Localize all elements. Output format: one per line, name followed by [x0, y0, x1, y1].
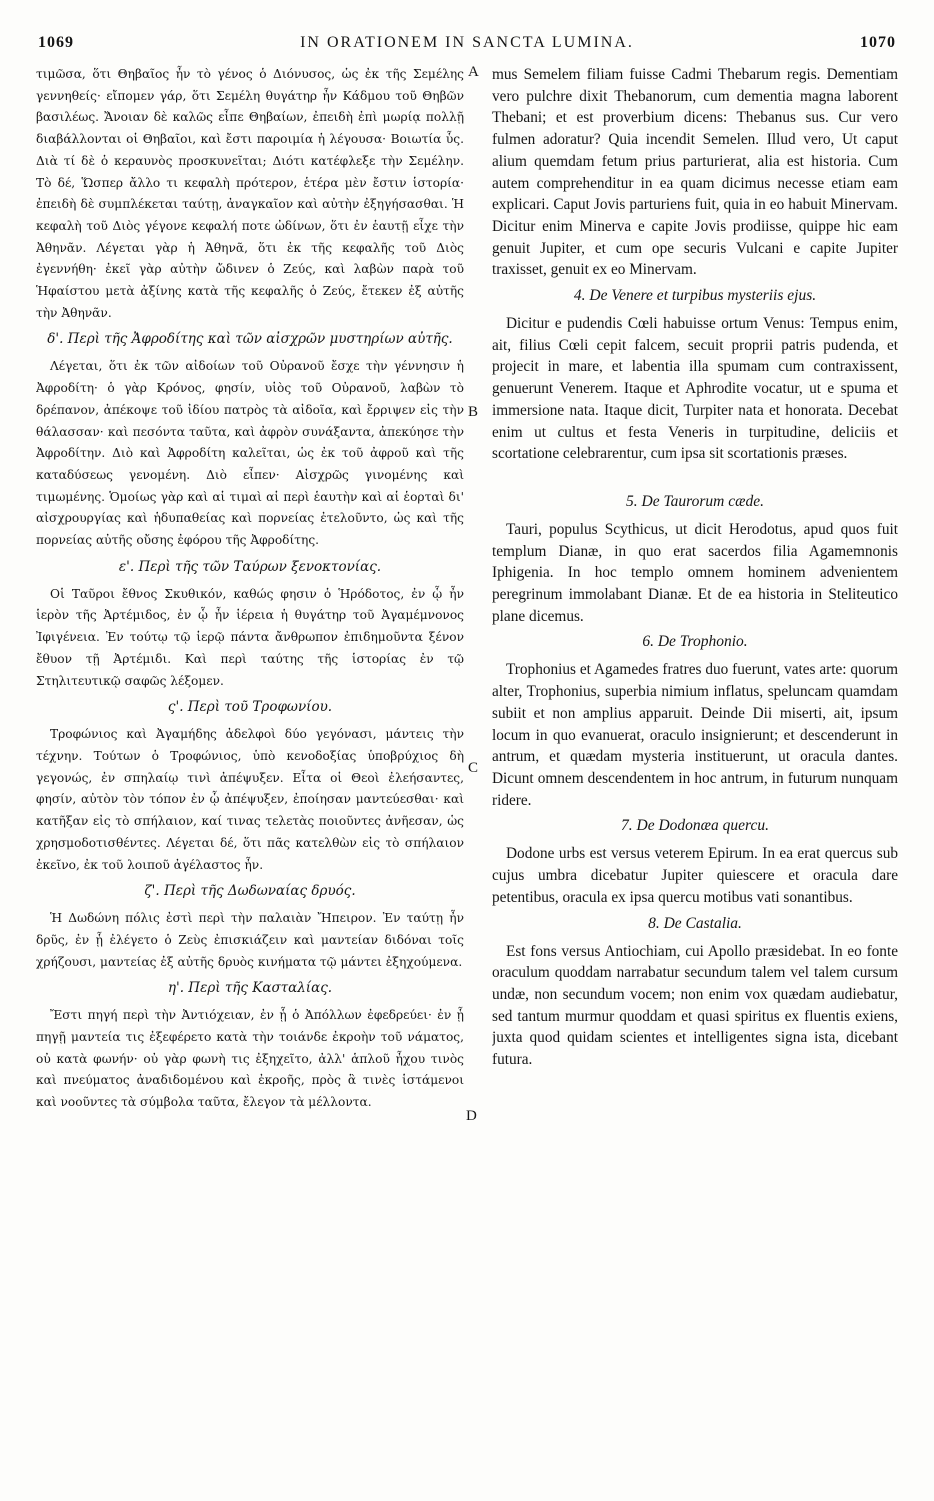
latin-section-5-text: Tauri, populus Scythicus, ut dicit Herodotus, apud quos fuit templum Dianæ, in quo erat sacerdos filia Agamemnonis Iphigenia. In hoc templo omnem hominem advenientem peregrinum immolabant Dianæ. Et de ea historia in Steliteutico plane dicemus.: [492, 520, 898, 625]
latin-section-7-text: Dodone urbs est versus veterem Epirum. In ea erat quercus sub cujus umbra dicebatur Jupiter quiescere et oracula dare petentibus, oracula ex ipsa quercu motibus vati sonantibus.: [492, 845, 898, 906]
page-number-right: 1070: [860, 34, 896, 51]
latin-column: [492, 64, 898, 1494]
greek-section-6-title: ς'. Περὶ τοῦ Τροφωνίου.: [167, 699, 333, 716]
margin-marker-d: D: [466, 1108, 477, 1124]
margin-marker-b: B: [468, 404, 479, 420]
greek-section-6-text: Τροφώνιος καὶ Ἀγαμήδης ἀδελφοὶ δύο γεγόνασι, μάντεις τὴν τέχνην. Τούτων ὁ Τροφώνιος, ὑπὸ κενοδοξίας ὑποβρύχιος δὴ γεγονώς, ἐν σπηλαίῳ τινὶ ἀπέψυξεν. Εἶτα οἱ Θεοὶ ἐλεήσαντες, φησίν, αὐτὸν τὸν τόπον ἐν ᾧ ἀπέψυξεν, ἐποίησαν μαντεύεσθαι· καὶ κατῆξαν εἰς τὸ σπήλαιον, καί τινας τελετὰς ποιοῦντες ἀνῆεσαν, ὡς χρησμοδοτισθέντες. Λέγεται δέ, ὅτι πᾶς κατελθὼν εἰς τὸ σπήλαιον ἐκεῖνο, ἐκ τοῦ λοιποῦ ἀγέλαστος ἦν.: [36, 727, 464, 872]
page-number-left: 1069: [38, 34, 74, 51]
latin-section-5-title: 5. De Taurorum cæde.: [626, 492, 764, 510]
greek-section-7-title: ζ'. Περὶ τῆς Δωδωναίας δρυός.: [144, 883, 356, 900]
greek-intro-paragraph: τιμῶσα, ὅτι Θηβαῖος ἦν τὸ γένος ὁ Διόνυσος, ὡς ἐκ τῆς Σεμέλης γεννηθείς· εἴπομεν γάρ, ὅτι Σεμέλη θυγάτηρ ἦν Κάδμου τοῦ Θηβῶν βασιλέως. Ἄνοιαν δὲ καλῶς εἶπε Θηβαίων, ἐπειδὴ ἐπὶ μωρίᾳ πολλῇ διαβάλλονται οἱ Θηβαῖοι, καὶ ἔστι παροιμία ἡ λέγουσα· Βοιωτία ὗς. Διὰ τί δὲ ὁ κεραυνὸς προσκυνεῖται; Διότι κατέφλεξε τὴν Σεμέλην. Τὸ δέ, Ὥσπερ ἄλλο τι κεφαλὴ πρότερον, ἑτέρα μὲν ἔστιν ἱστορία· ἐπειδὴ δὲ συμπλέκεται ταύτῃ, ἀναγκαῖον καὶ αὐτὴν ἐξηγήσασθαι. Ἡ κεφαλὴ τοῦ Διὸς γέγονε κεφαλή ποτε ὠδίνων, ὅτι ἐν ἑαυτῇ εἶχε τὴν Ἀθηνᾶν. Λέγεται γὰρ ἡ Ἀθηνᾶ, ὅτι ἐκ τῆς κεφαλῆς τοῦ Διὸς ἐγεννήθη· ἐκεῖ γὰρ αὐτὴν ὤδινεν ὁ Ζεύς, καὶ λαβὼν παρὰ τοῦ Ἡφαίστου μετὰ ἀξίνης κατὰ τῆς κεφαλῆς ὁ Ζεύς, ἔτεκεν ἐξ αὐτῆς τὴν Ἀθηνᾶν.: [36, 67, 464, 320]
greek-section-4-title: δ'. Περὶ τῆς Ἀφροδίτης καὶ τῶν αἰσχρῶν μυστηρίων αὐτῆς.: [47, 331, 453, 348]
running-title: IN ORATIONEM IN SANCTA LUMINA.: [300, 34, 634, 51]
latin-section-6-text: Trophonius et Agamedes fratres duo fuerunt, vates arte: quorum alter, Trophonius, superbia nimium inflatus, speluncam quamdam subiit et non amplius apparuit. Deinde Dii miserti, ait, ipsum locum in quo evanuerat, oraculo insignierunt; et descenderunt in antrum, et quædam mysteria instituerunt, ut oracula dantes. Dicunt omnem descendentem in hoc antrum, in futurum nunquam ridere.: [492, 661, 898, 809]
latin-section-4-text: Dicitur e pudendis Cœli habuisse ortum Venus: Tempus enim, ait, filius Cœli cepit falcem, secuit proprii patris pudenda, et projecit in mare, et labentia illa spumam cum contraxissent, genuerunt Venerem. Itaque et Aphrodite vocatur, ut e spuma et immersione nata. Itaque dicit, Turpiter nata et honorata. Decebat enim ut cultus et festa Veneris in turpitudine, deliciis et scortatione celebrarentur, cum ipsa sit scortationis præses.: [492, 315, 898, 463]
latin-section-7-title: 7. De Dodonæa quercu.: [621, 817, 769, 835]
page-header: [38, 34, 896, 60]
greek-section-4-text: Λέγεται, ὅτι ἐκ τῶν αἰδοίων τοῦ Οὐρανοῦ ἔσχε τὴν γέννησιν ἡ Ἀφροδίτη· ὁ γὰρ Κρόνος, φησίν, υἱὸς τοῦ Οὐρανοῦ, λαβὼν τὸ δρέπανον, ἀπέκοψε τοῦ ἰδίου πατρὸς τὰ αἰδοῖα, καὶ ἔρριψεν εἰς τὴν θάλασσαν· καὶ πεσόντα ταῦτα, καὶ ἀφρὸν συνάξαντα, ἀπεκύησε τὴν Ἀφροδίτην. Διὸ καὶ Ἀφροδίτη καλεῖται, ὡς ἐκ τοῦ ἀφροῦ καὶ τῆς καταδύσεως γενομένη. Διὸ εἶπεν· Αἰσχρῶς γινομένης καὶ τιμωμένης. Ὁμοίως γὰρ καὶ αἱ τιμαὶ αἱ περὶ ἑαυτὴν καὶ αἱ ἑορταὶ δι' αἰσχρουργίας καὶ ἡδυπαθείας καὶ πορνείας ἐτελοῦντο, ὡς καὶ τῆς πορνείας αὐτῆς οὔσης ἐφόρου τῆς Ἀφροδίτης.: [36, 359, 464, 548]
latin-section-4-title: 4. De Venere et turpibus mysteriis ejus.: [573, 287, 817, 305]
greek-section-5-title: ε'. Περὶ τῆς τῶν Ταύρων ξενοκτονίας.: [118, 558, 382, 575]
greek-column: [36, 64, 464, 1494]
latin-section-8-title: 8. De Castalia.: [648, 914, 742, 932]
latin-intro-paragraph: mus Semelem filiam fuisse Cadmi Thebarum regis. Dementiam vero pulchre dixit Thebanorum, cum dementia magna laborent Thebani; et est proverbium dicens: Thebanus sus. Cur vero fulmen adoratur? Quia incendit Semelen. Illud vero, Ut caput alium quemdam fetum prius parturierat, alia est historia. Cum autem comprehenditur in ea quam dicimus necesse etiam eam explicari. Caput Jovis parturiens fuit, quia in eo habuit Minervam. Dicitur enim Minerva e capite Jovis prodiisse, quippe hic eam genuit Jupiter, et cum ope securis Vulcani e capite Jupiter traxisset, genuit ex eo Minervam.: [492, 66, 898, 279]
margin-marker-a: A: [468, 64, 479, 80]
margin-marker-c: C: [468, 760, 479, 776]
greek-section-5-text: Οἱ Ταῦροι ἔθνος Σκυθικόν, καθώς φησιν ὁ Ἡρόδοτος, ἐν ᾧ ἦν ἱερὸν τῆς Ἀρτέμιδος, ἐν ᾧ ἦν ἱέρεια ἡ θυγάτηρ τοῦ Ἀγαμέμνονος Ἰφιγένεια. Ἐν τούτῳ τῷ ἱερῷ πάντα ἄνθρωπον ἐπιδημοῦντα ξένον ἔθυον τῇ Ἀρτέμιδι. Καὶ περὶ ταύτης τῆς ἱστορίας ἐν τῷ Στηλιτευτικῷ σαφῶς λέξομεν.: [36, 586, 464, 688]
greek-section-8-title: η'. Περὶ τῆς Κασταλίας.: [167, 980, 333, 997]
greek-section-8-text: Ἔστι πηγή περὶ τὴν Ἀντιόχειαν, ἐν ᾗ ὁ Ἀπόλλων ἐφεδρεύει· ἐν ᾗ πηγῇ μαντεία τις ἐξεφέρετο κατὰ τὴν τοιάνδε ἐκροὴν τοῦ νάματος, οὐ κατὰ φωνήν· οὐ γὰρ φωνὴ τις ἐξηχεῖτο, ἀλλ' ἁπλοῦ ἦχου τινὸς καὶ πνεύματος ἀναδιδομένου καὶ ἐκροῆς, πρὸς ἃ τινὲς ἱστάμενοι καὶ νοοῦντες τὰ σύμβολα ταῦτα, ἔλεγον τὰ μέλλοντα.: [36, 1008, 464, 1110]
greek-section-7-text: Ἡ Δωδώνη πόλις ἐστὶ περὶ τὴν παλαιὰν Ἤπειρον. Ἐν ταύτῃ ἦν δρῦς, ἐν ᾗ ἐλέγετο ὁ Ζεὺς ἐπισκιάζειν καὶ μαντείαν διδόναι τοῖς χρήζουσι, μαντείας ἐξ αὐτῆς δρυὸς κινήματα τῷ μάντει ἐξηχούμενα.: [36, 911, 464, 969]
latin-section-6-title: 6. De Trophonio.: [642, 633, 748, 651]
latin-section-8-text: Est fons versus Antiochiam, cui Apollo præsidebat. In eo fonte oraculum quoddam narrabatur secundum talem vel talem cursum undæ, non secundum vocem; non enim vox quædam audiebatur, sed tantum murmur quoddam et quasi spiritus ex fluentis exiens, juxta quod quidam scientes et intelligentes signa ista, dicebant futura.: [492, 942, 898, 1069]
